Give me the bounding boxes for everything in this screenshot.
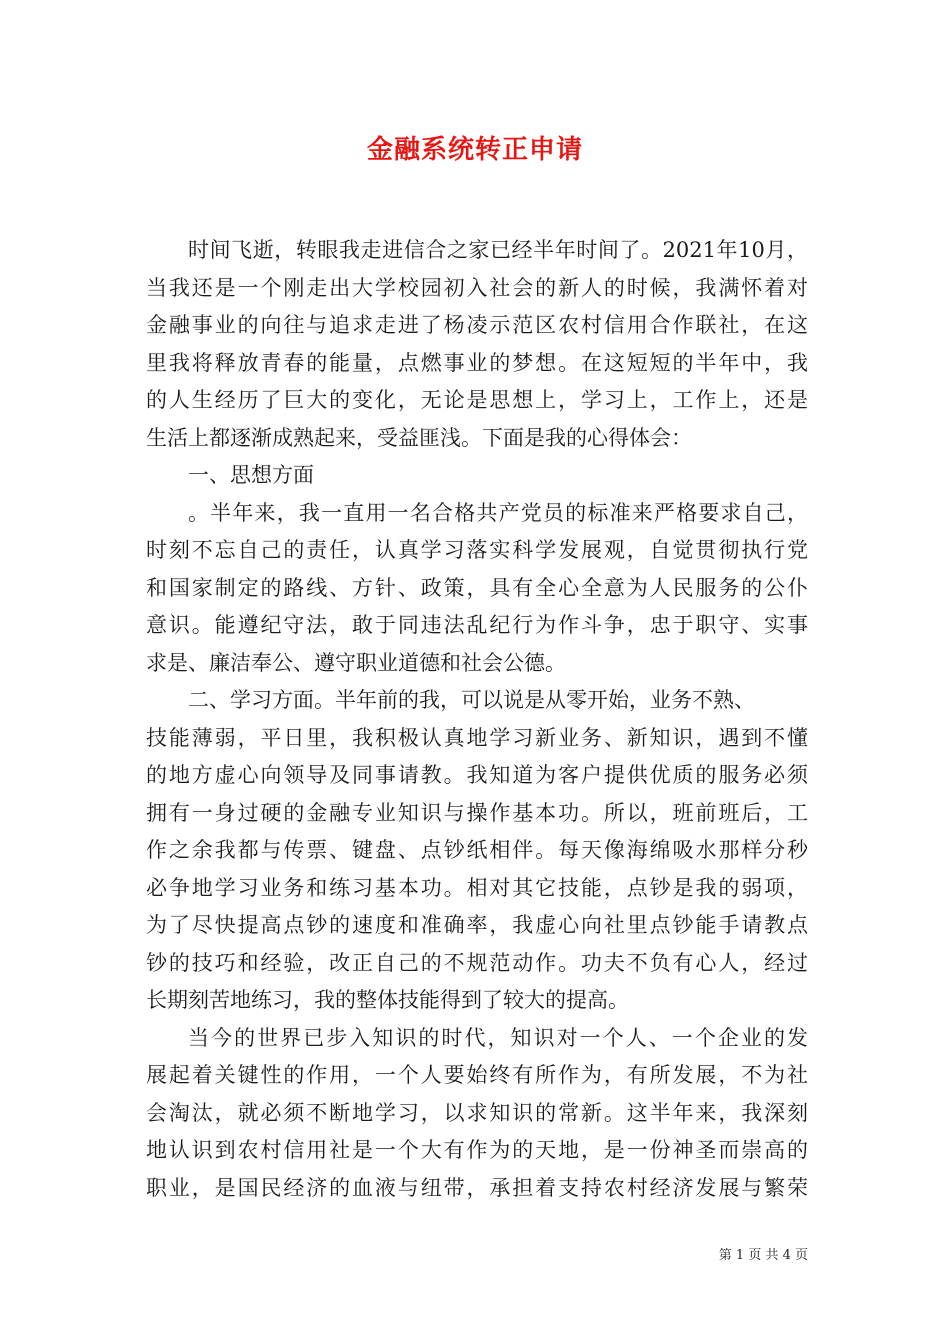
text-line: 会淘汰，就必须不断地学习，以求知识的常新。这半年来，我深刻 (146, 1100, 808, 1125)
text-line: 长期刻苦地练习，我的整体技能得到了较大的提高。 (146, 988, 629, 1012)
text-line: 必争地学习业务和练习基本功。相对其它技能，点钞是我的弱项， (146, 875, 808, 900)
text-line: 当我还是一个刚走出大学校园初入社会的新人的时候，我满怀着对 (146, 275, 808, 300)
text-line: 作之余我都与传票、键盘、点钞纸相伴。每天像海绵吸水那样分秒 (146, 838, 808, 862)
section-heading: 一、思想方面 (188, 463, 314, 487)
text-line: 里我将释放青春的能量，点燃事业的梦想。在这短短的半年中，我 (146, 350, 808, 375)
text-line: 时间飞逝，转眼我走进信合之家已经半年时间了。2021年10月， (188, 238, 808, 262)
document-title: 金融系统转正申请 (366, 135, 583, 165)
text-line: 生活上都逐渐成熟起来，受益匪浅。下面是我的心得体会： (146, 425, 692, 450)
text-line: 。半年来，我一直用一名合格共产党员的标准来严格要求自己， (188, 500, 808, 525)
text-line: 的人生经历了巨大的变化，无论是思想上，学习上，工作上，还是 (146, 388, 808, 412)
text-line: 时刻不忘自己的责任，认真学习落实科学发展观，自觉贯彻执行党 (146, 538, 808, 562)
text-line: 职业，是国民经济的血液与纽带，承担着支持农村经济发展与繁荣 (146, 1175, 808, 1200)
text-line: 和国家制定的路线、方针、政策，具有全心全意为人民服务的公仆 (146, 575, 808, 600)
text-line: 的地方虚心向领导及同事请教。我知道为客户提供优质的服务必须 (146, 763, 808, 787)
text-line: 求是、廉洁奉公、遵守职业道德和社会公德。 (146, 650, 566, 675)
text-line: 当今的世界已步入知识的时代，知识对一个人、一个企业的发 (188, 1025, 808, 1050)
text-line: 拥有一身过硬的金融专业知识与操作基本功。所以，班前班后，工 (146, 800, 808, 825)
text-line: 二、学习方面。半年前的我，可以说是从零开始，业务不熟、 (188, 688, 755, 712)
text-line: 钞的技巧和经验，改正自己的不规范动作。功夫不负有心人，经过 (146, 950, 808, 975)
text-line: 金融事业的向往与追求走进了杨凌示范区农村信用合作联社，在这 (146, 313, 808, 337)
document-body (146, 232, 808, 1207)
text-line: 技能薄弱，平日里，我积极认真地学习新业务、新知识，遇到不懂 (146, 725, 808, 750)
page-footer: 第 1 页 共 4 页 (718, 1248, 808, 1263)
text-line: 地认识到农村信用社是一个大有作为的天地，是一份神圣而崇高的 (146, 1138, 808, 1162)
text-line: 展起着关键性的作用，一个人要始终有所作为，有所发展，不为社 (146, 1063, 808, 1087)
text-line: 为了尽快提高点钞的速度和准确率，我虚心向社里点钞能手请教点 (146, 913, 808, 937)
text-line: 意识。能遵纪守法，敢于同违法乱纪行为作斗争，忠于职守、实事 (146, 613, 808, 637)
